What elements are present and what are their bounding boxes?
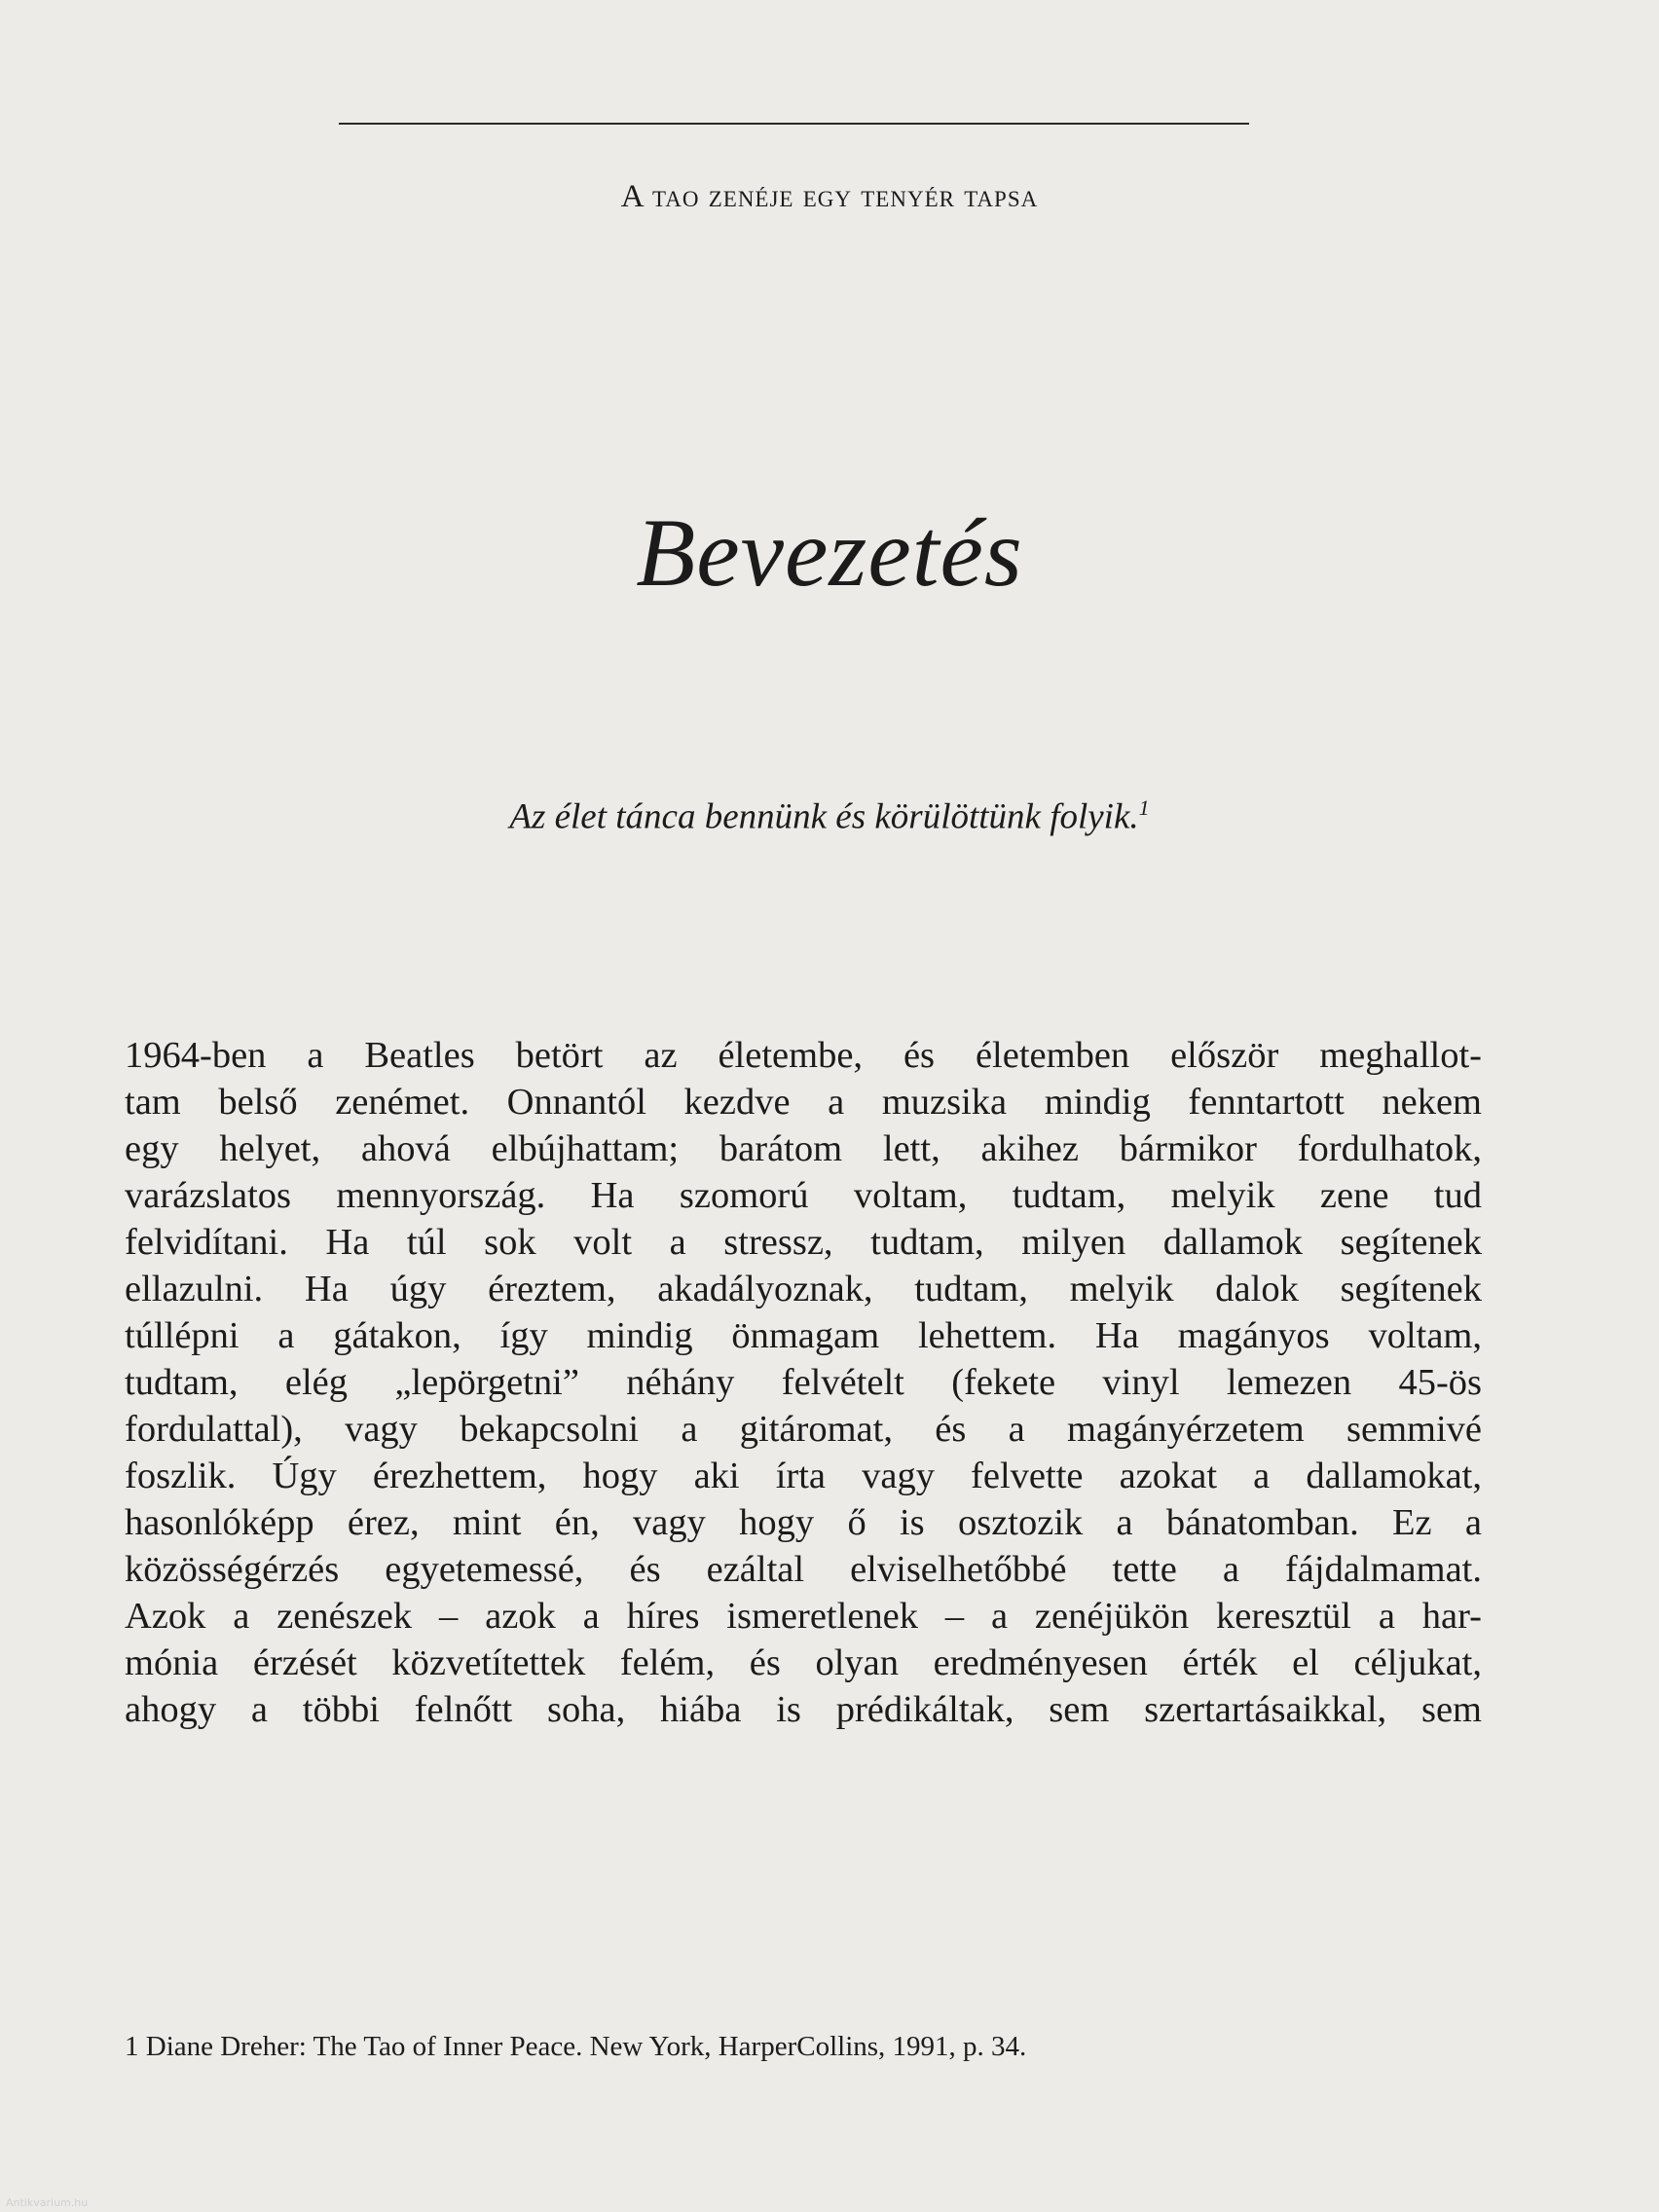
body-line: felvidítani. Ha túl sok volt a stressz, tudtam, milyen dallamok segítenek <box>125 1222 1482 1263</box>
footnote: 1 Diane Dreher: The Tao of Inner Peace. New York, HarperCollins, 1991, p. 34. <box>125 2031 1027 2062</box>
body-line: hasonlóképp érez, mint én, vagy hogy ő is osztozik a bánatomban. Ez a <box>125 1502 1482 1543</box>
body-line: foszlik. Úgy érezhettem, hogy aki írta vagy felvette azokat a dallamokat, <box>125 1456 1482 1496</box>
body-line: ellazulni. Ha úgy éreztem, akadályoznak, tudtam, melyik dalok segítenek <box>125 1269 1482 1309</box>
body-line: mónia érzését közvetítettek felém, és olyan eredményesen érték el céljukat, <box>125 1642 1482 1683</box>
body-line: Azok a zenészek – azok a híres ismeretlenek – a zenéjükön keresztül a har- <box>125 1596 1482 1637</box>
body-line: tam belső zenémet. Onnantól kezdve a muzsika mindig fenntartott nekem <box>125 1082 1482 1123</box>
body-line: közösségérzés egyetemessé, és ezáltal elviselhetőbbé tette a fájdalmamat. <box>125 1549 1482 1590</box>
running-head: A tao zenéje egy tenyér tapsa <box>620 179 1039 214</box>
header-rule <box>339 123 1249 125</box>
watermark: Antikvarium.hu <box>6 2196 89 2209</box>
epigraph-text: Az élet tánca bennünk és körülöttünk folyik. <box>509 796 1139 837</box>
body-line: fordulattal), vagy bekapcsolni a gitáromat, és a magányérzetem semmivé <box>125 1409 1482 1450</box>
body-line: tudtam, elég „lepörgetni” néhány felvételt (fekete vinyl lemezen 45-ös <box>125 1362 1482 1403</box>
body-line: ahogy a többi felnőtt soha, hiába is prédikáltak, sem szertartásaikkal, sem <box>125 1689 1482 1730</box>
body-line: egy helyet, ahová elbújhattam; barátom lett, akihez bármikor fordulhatok, <box>125 1128 1482 1169</box>
epigraph <box>0 795 1659 837</box>
body-line: túllépni a gátakon, így mindig önmagam lehettem. Ha magányos voltam, <box>125 1315 1482 1356</box>
footnote-ref: 1 <box>1138 795 1150 820</box>
body-paragraph <box>125 1032 1482 1733</box>
chapter-title: Bevezetés <box>636 498 1023 607</box>
body-line: 1964-ben a Beatles betört az életembe, és életemben először meghallot- <box>125 1035 1482 1076</box>
body-line: varázslatos mennyország. Ha szomorú voltam, tudtam, melyik zene tud <box>125 1175 1482 1216</box>
